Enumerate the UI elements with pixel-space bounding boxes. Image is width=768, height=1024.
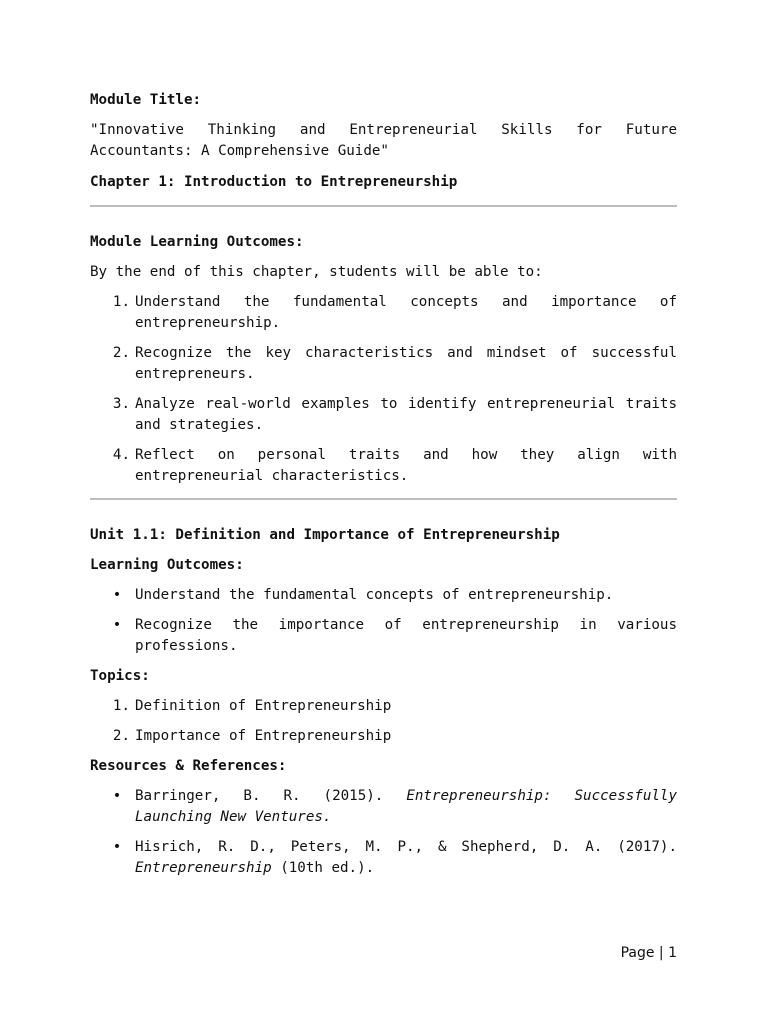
reference-authors: Barringer, B. R. (2015). xyxy=(135,788,407,804)
list-number: 2. xyxy=(112,728,130,744)
page-number: Page | 1 xyxy=(620,945,677,961)
section-divider xyxy=(90,205,677,207)
list-item-text: Understand the fundamental concepts and importance of entrepreneurship. xyxy=(135,294,677,331)
bullet-dot-icon: • xyxy=(112,788,122,804)
list-number: 1. xyxy=(112,294,130,310)
reference-suffix: (10th ed.). xyxy=(271,860,375,876)
list-item-text: Importance of Entrepreneurship xyxy=(135,728,392,744)
unit-outcomes-heading: Learning Outcomes: xyxy=(90,557,244,573)
list-item xyxy=(90,615,677,657)
list-item xyxy=(90,445,677,487)
document-page xyxy=(90,90,677,879)
reference-item xyxy=(90,786,677,828)
list-item-text: Reflect on personal traits and how they align with entrepreneurial characteristics. xyxy=(135,447,677,484)
reference-suffix: . xyxy=(322,809,332,825)
list-number: 1. xyxy=(112,698,130,714)
bullet-dot-icon: • xyxy=(112,617,122,633)
module-outcomes-heading: Module Learning Outcomes: xyxy=(90,234,304,250)
list-number: 4. xyxy=(112,447,130,463)
topics-list xyxy=(90,696,677,747)
list-number: 3. xyxy=(112,396,130,412)
reference-item xyxy=(90,837,677,879)
module-title-label: Module Title: xyxy=(90,92,202,108)
bullet-dot-icon: • xyxy=(112,839,122,855)
list-item xyxy=(90,343,677,385)
list-item-text: Analyze real-world examples to identify entrepreneurial traits and strategies. xyxy=(135,396,677,433)
resources-list xyxy=(90,786,677,879)
section-divider xyxy=(90,498,677,500)
list-number: 2. xyxy=(112,345,130,361)
list-item xyxy=(90,585,677,606)
list-item xyxy=(90,394,677,436)
chapter-heading: Chapter 1: Introduction to Entrepreneurship xyxy=(90,174,458,190)
reference-authors: Hisrich, R. D., Peters, M. P., & Shepherd, D. A. (2017). xyxy=(135,839,677,855)
bullet-dot-icon: • xyxy=(112,587,122,603)
list-item-text: Recognize the importance of entrepreneurship in various professions. xyxy=(135,617,677,654)
reference-title: Entrepreneurship: Successfully Launching New Ventures xyxy=(135,788,678,825)
topics-heading: Topics: xyxy=(90,668,150,684)
list-item xyxy=(90,726,677,747)
list-item xyxy=(90,696,677,717)
list-item-text: Understand the fundamental concepts of entrepreneurship. xyxy=(135,587,614,603)
unit-outcomes-list xyxy=(90,585,677,657)
resources-heading: Resources & References: xyxy=(90,758,287,774)
reference-title: Entrepreneurship xyxy=(135,860,272,876)
module-outcomes-intro: By the end of this chapter, students will be able to: xyxy=(90,264,543,280)
list-item-text: Definition of Entrepreneurship xyxy=(135,698,392,714)
list-item-text: Recognize the key characteristics and mindset of successful entrepreneurs. xyxy=(135,345,677,382)
list-item xyxy=(90,292,677,334)
module-outcomes-list xyxy=(90,292,677,487)
module-title: "Innovative Thinking and Entrepreneurial Skills for Future Accountants: A Comprehensive Guide" xyxy=(90,122,677,159)
unit-heading: Unit 1.1: Definition and Importance of Entrepreneurship xyxy=(90,527,560,543)
